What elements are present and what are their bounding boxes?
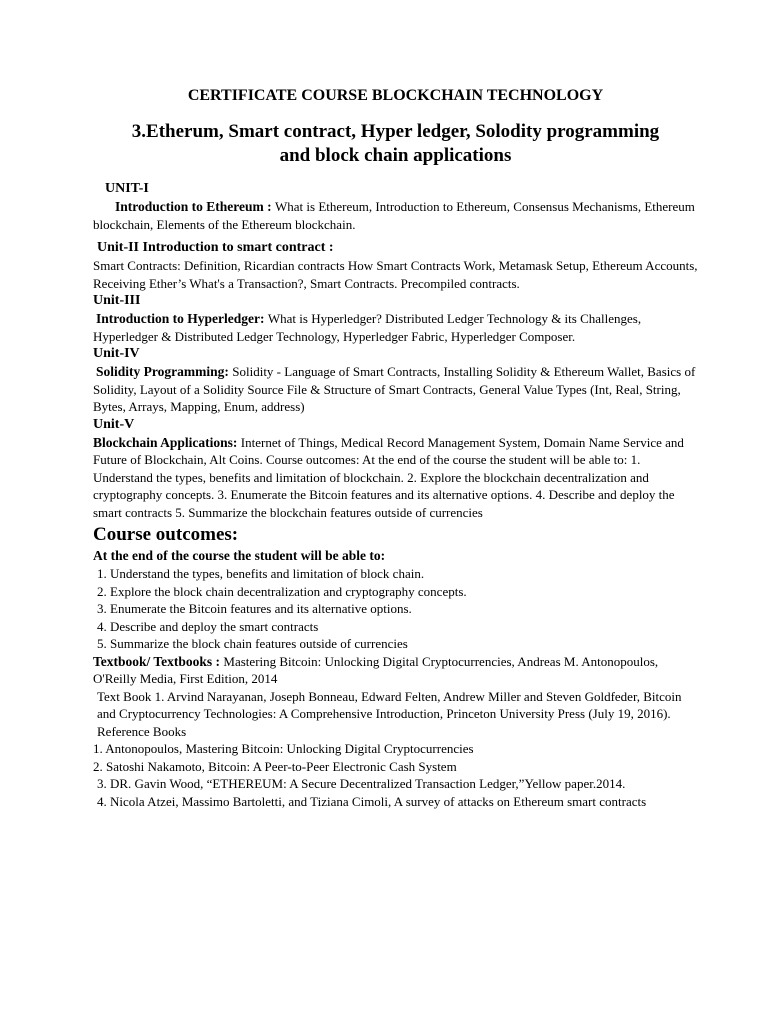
- unit-2-heading: Unit-II Introduction to smart contract :: [97, 240, 334, 255]
- unit-4-lead: Solidity Programming:: [96, 364, 233, 379]
- unit-1-section: [93, 180, 698, 233]
- reference-book-item: 1. Antonopoulos, Mastering Bitcoin: Unlocking Digital Cryptocurrencies: [93, 741, 474, 756]
- unit-5-heading: Unit-V: [93, 416, 135, 432]
- unit-3-lead: Introduction to Hyperledger:: [96, 311, 268, 326]
- course-outcome-item: 2. Explore the block chain decentralization and cryptography concepts.: [97, 583, 467, 599]
- reference-books-section: [93, 723, 698, 811]
- unit-4-content: [93, 363, 698, 416]
- course-outcomes-section: [93, 523, 698, 653]
- textbook-1: Text Book 1. Arvind Narayanan, Joseph Bonneau, Edward Felten, Andrew Miller and Steven Goldfeder, Bitcoin and Cryptocurrency Technologies: A Comprehensive Introduction, Princeton University Press (July 19, 2016).: [97, 688, 682, 721]
- unit-5-lead: Blockchain Applications:: [93, 434, 241, 450]
- textbooks-body: Mastering Bitcoin: Unlocking Digital Cryptocurrencies, Andreas M. Antonopoulos, O'Reilly Media, First Edition, 2014: [93, 653, 659, 686]
- reference-book-item: 2. Satoshi Nakamoto, Bitcoin: A Peer-to-Peer Electronic Cash System: [93, 758, 457, 774]
- unit-4-heading: Unit-IV: [93, 346, 140, 361]
- course-outcome-item: 3. Enumerate the Bitcoin features and its alternative options.: [97, 601, 412, 616]
- document-subtitle-line-1: 3.Etherum, Smart contract, Hyper ledger, Solodity programming: [131, 121, 660, 142]
- unit-3-content: [93, 310, 698, 345]
- course-outcome-item: 5. Summarize the block chain features outside of currencies: [97, 636, 408, 651]
- unit-1-heading: UNIT-I: [105, 181, 149, 196]
- unit-4-section: [93, 345, 698, 416]
- document-subtitle-line-2: and block chain applications: [279, 145, 512, 166]
- reference-books-heading: Reference Books: [97, 723, 187, 739]
- course-outcome-item: 4. Describe and deploy the smart contracts: [97, 618, 319, 634]
- unit-1-content: [93, 198, 698, 233]
- unit-1-body: What is Ethereum, Introduction to Ethereum, Consensus Mechanisms, Ethereum blockchain, Elements of the Ethereum blockchain.: [93, 199, 695, 232]
- document-subtitle: [93, 120, 698, 168]
- textbooks-content: [93, 653, 698, 688]
- textbooks-section: [93, 653, 698, 723]
- unit-5-section: [93, 416, 698, 522]
- unit-1-lead: Introduction to Ethereum :: [115, 199, 276, 214]
- course-outcomes-list: [93, 565, 698, 653]
- unit-3-section: [93, 292, 698, 345]
- unit-3-heading: Unit-III: [93, 293, 141, 308]
- course-outcome-item: 1. Understand the types, benefits and limitation of block chain.: [97, 566, 425, 581]
- unit-3-body: What is Hyperledger? Distributed Ledger Technology & its Challenges, Hyperledger & Distributed Ledger Technology, Hyperledger Fabric, Hyperledger Composer.: [93, 311, 642, 344]
- document-title: CERTIFICATE COURSE BLOCKCHAIN TECHNOLOGY: [187, 87, 604, 104]
- unit-4-body: Solidity - Language of Smart Contracts, Installing Solidity & Ethereum Wallet, Basics of Solidity, Layout of a Solidity Source File & Structure of Smart Contracts, General Value Types (Int, Real, String, Bytes, Arrays, Mapping, Enum, address): [93, 364, 696, 414]
- unit-2-section: [93, 239, 698, 292]
- unit-5-content: [93, 434, 698, 522]
- unit-5-body: Internet of Things, Medical Record Management System, Domain Name Service and Future of Blockchain, Alt Coins. Course outcomes: At the end of the course the student will be able to: 1. Understand the types, benefits and limitation of blockchain. 2. Explore the blockchain decentralization and cryptography concepts. 3. Enumerate the Bitcoin features and its alternative options. 4. Describe and deploy the smart contracts 5. Summarize the blockchain features outside of currencies: [93, 434, 684, 520]
- reference-books-list: [93, 740, 698, 810]
- reference-book-item: 4. Nicola Atzei, Massimo Bartoletti, and Tiziana Cimoli, A survey of attacks on Ethereum smart contracts: [97, 793, 647, 809]
- reference-book-item: 3. DR. Gavin Wood, “ETHEREUM: A Secure Decentralized Transaction Ledger,”Yellow paper.2014.: [97, 776, 626, 791]
- textbooks-lead: Textbook/ Textbooks :: [93, 653, 224, 669]
- course-outcomes-intro: At the end of the course the student will be able to:: [93, 548, 386, 563]
- course-outcomes-heading: Course outcomes:: [93, 524, 239, 545]
- unit-2-body: Smart Contracts: Definition, Ricardian contracts How Smart Contracts Work, Metamask Setup, Ethereum Accounts, Receiving Ether’s What's a Transaction?, Smart Contracts. Precompiled contracts.: [93, 258, 698, 291]
